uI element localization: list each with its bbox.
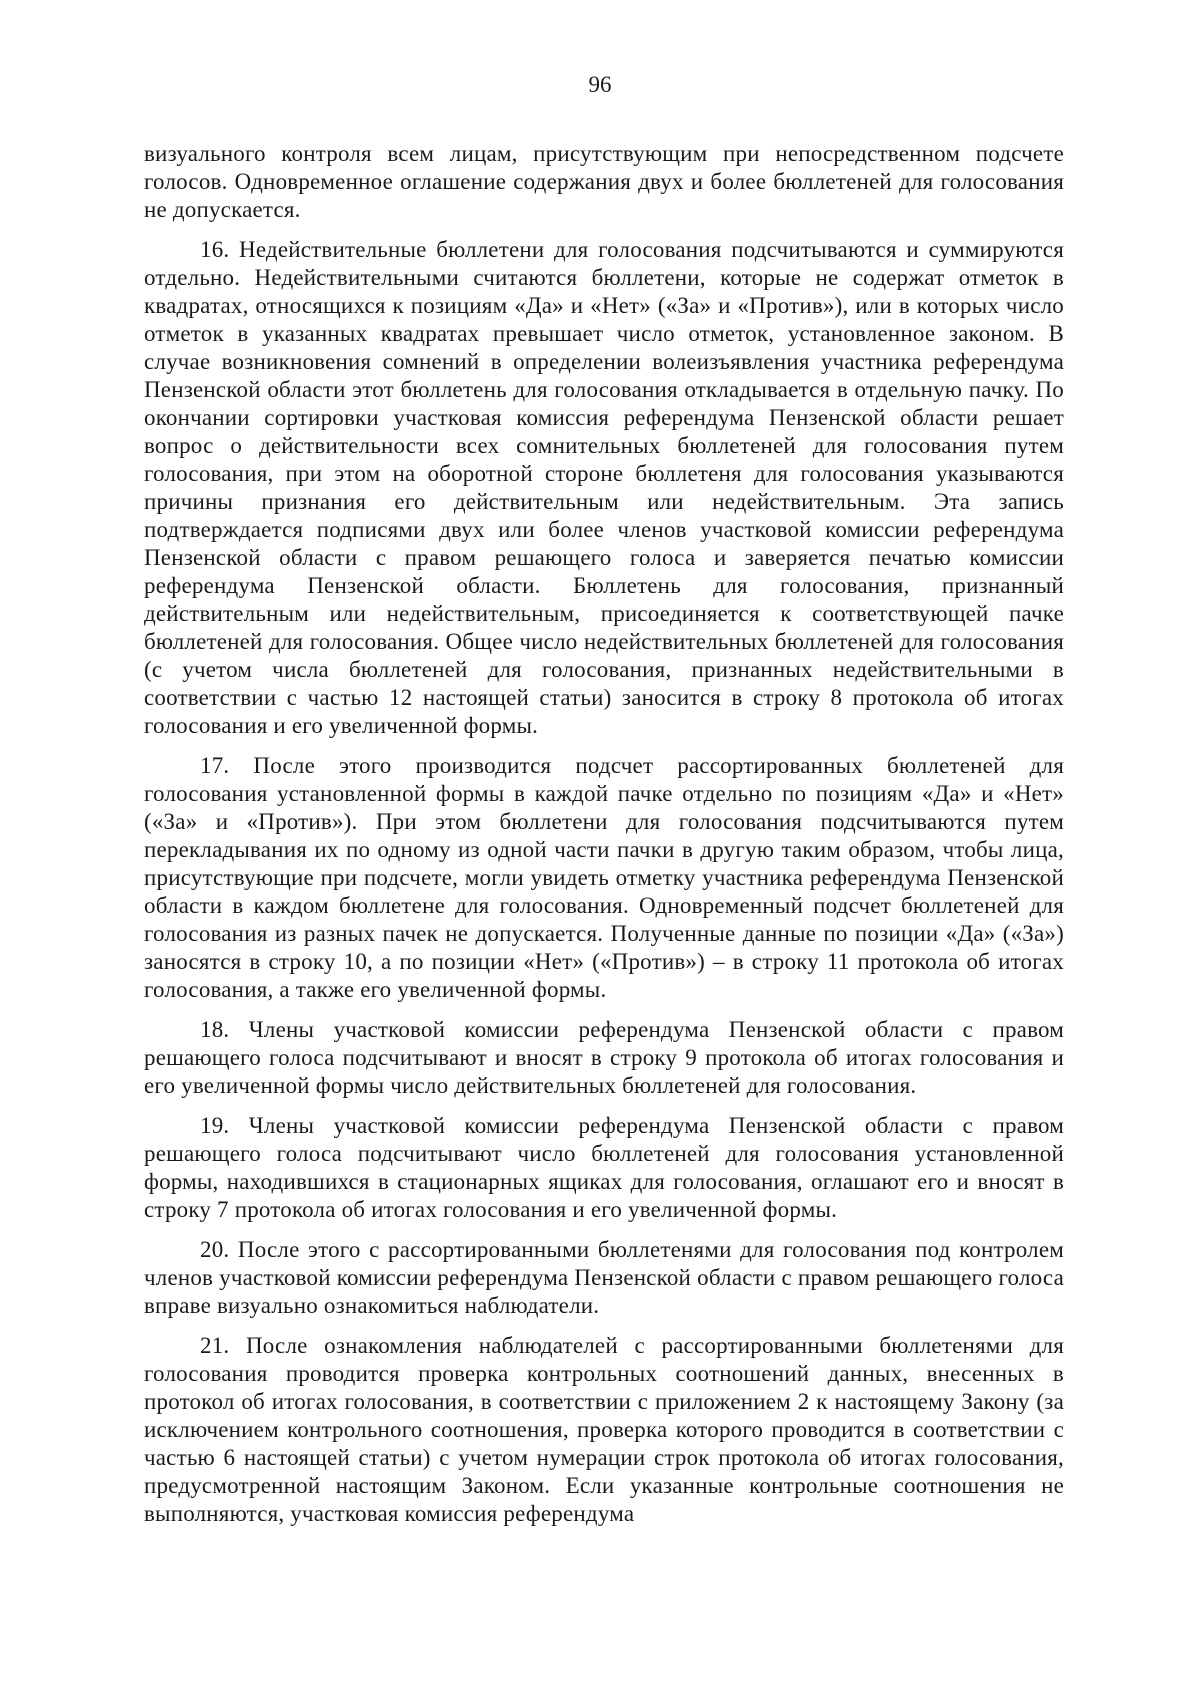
paragraph-16: 16. Недействительные бюллетени для голосования подсчитываются и суммируются отдельно. Недействительными считаются бюллетени, которые не содержат отметок в квадратах, относящихся к позициям «Да» и «Нет» («За» и «Против»), или в которых число отметок в указанных квадратах превышает число отметок, установленное законом. В случае возникновения сомнений в определении волеизъявления участника референдума Пензенской области этот бюллетень для голосования откладывается в отдельную пачку. По окончании сортировки участковая комиссия референдума Пензенской области решает вопрос о действительности всех сомнительных бюллетеней для голосования путем голосования, при этом на оборотной стороне бюллетеня для голосования указываются причины признания его действительным или недействительным. Эта запись подтверждается подписями двух или более членов участковой комиссии референдума Пензенской области с правом решающего голоса и заверяется печатью комиссии референдума Пензенской области. Бюллетень для голосования, признанный действительным или недействительным, присоединяется к соответствующей пачке бюллетеней для голосования. Общее число недействительных бюллетеней для голосования (с учетом числа бюллетеней для голосования, признанных недействительными в соответствии с частью 12 настоящей статьи) заносится в строку 8 протокола об итогах голосования и его увеличенной формы. xyxy=(144,237,1064,738)
paragraph-18: 18. Члены участковой комиссии референдума Пензенской области с правом решающего голоса подсчитывают и вносят в строку 9 протокола об итогах голосования и его увеличенной формы число действительных бюллетеней для голосования. xyxy=(144,1017,1064,1098)
document-body xyxy=(144,140,1064,1539)
paragraph-continuation: визуального контроля всем лицам, присутствующим при непосредственном подсчете голосов. Одновременное оглашение содержания двух и более бюллетеней для голосования не допускается. xyxy=(144,141,1064,222)
paragraph-17: 17. После этого производится подсчет рассортированных бюллетеней для голосования установленной формы в каждой пачке отдельно по позициям «Да» и «Нет» («За» и «Против»). При этом бюллетени для голосования подсчитываются путем перекладывания их по одному из одной части пачки в другую таким образом, чтобы лица, присутствующие при подсчете, могли увидеть отметку участника референдума Пензенской области в каждом бюллетене для голосования. Одновременный подсчет бюллетеней для голосования из разных пачек не допускается. Полученные данные по позиции «Да» («За») заносятся в строку 10, а по позиции «Нет» («Против») – в строку 11 протокола об итогах голосования, а также его увеличенной формы. xyxy=(144,753,1064,1002)
paragraph-19: 19. Члены участковой комиссии референдума Пензенской области с правом решающего голоса подсчитывают число бюллетеней для голосования установленной формы, находившихся в стационарных ящиках для голосования, оглашают его и вносят в строку 7 протокола об итогах голосования и его увеличенной формы. xyxy=(144,1113,1064,1222)
paragraph-21: 21. После ознакомления наблюдателей с рассортированными бюллетенями для голосования проводится проверка контрольных соотношений данных, внесенных в протокол об итогах голосования, в соответствии с приложением 2 к настоящему Закону (за исключением контрольного соотношения, проверка которого проводится в соответствии с частью 6 настоящей статьи) с учетом нумерации строк протокола об итогах голосования, предусмотренной настоящим Законом. Если указанные контрольные соотношения не выполняются, участковая комиссия референдума xyxy=(144,1333,1064,1526)
paragraph-20: 20. После этого с рассортированными бюллетенями для голосования под контролем членов участковой комиссии референдума Пензенской области с правом решающего голоса вправе визуально ознакомиться наблюдатели. xyxy=(144,1237,1064,1318)
page-number: 96 xyxy=(588,72,612,97)
